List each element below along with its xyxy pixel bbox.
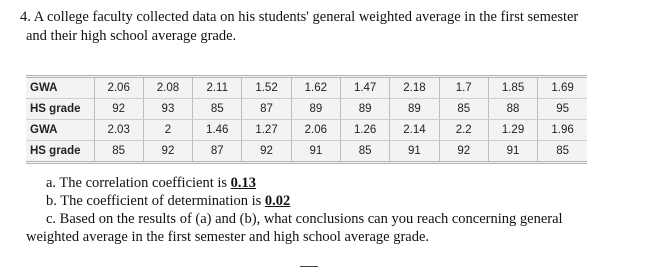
answer-b-value: 0.02 — [264, 193, 291, 209]
table-cell: 1.69 — [538, 78, 587, 99]
answer-a — [26, 174, 638, 192]
table-cell: 1.29 — [488, 120, 537, 141]
table-cell: 93 — [143, 99, 192, 120]
table-cell: 2.2 — [439, 120, 488, 141]
row-label: GWA — [26, 120, 94, 141]
table-cell: 92 — [242, 141, 291, 162]
table-cell: 89 — [340, 99, 389, 120]
table-cell: 92 — [143, 141, 192, 162]
divider-mark — [300, 266, 318, 267]
table-cell: 87 — [193, 141, 242, 162]
question-c-line2: weighted average in the first semester and high school average grade. — [26, 229, 430, 245]
table-cell: 2.11 — [193, 78, 242, 99]
table-cell: 85 — [439, 99, 488, 120]
table-cell: 89 — [390, 99, 439, 120]
problem-text-line1: A college faculty collected data on his students' general weighted average in the first semester — [33, 9, 579, 25]
answer-b-text: b. The coefficient of determination is — [46, 193, 265, 209]
table-row — [26, 99, 587, 120]
table-row — [26, 78, 587, 99]
table-cell: 2.14 — [390, 120, 439, 141]
table-cell: 1.27 — [242, 120, 291, 141]
table-cell: 91 — [390, 141, 439, 162]
table-cell: 1.46 — [193, 120, 242, 141]
problem-statement — [20, 8, 642, 46]
table-cell: 85 — [538, 141, 587, 162]
table-cell: 92 — [439, 141, 488, 162]
problem-number: 4. — [20, 9, 31, 25]
table-cell: 1.26 — [340, 120, 389, 141]
table-cell: 1.85 — [488, 78, 537, 99]
table-cell: 2.06 — [291, 120, 340, 141]
answers — [26, 174, 638, 246]
data-table — [26, 75, 587, 164]
table-cell: 91 — [488, 141, 537, 162]
table-row — [26, 120, 587, 141]
table-cell: 1.62 — [291, 78, 340, 99]
table-cell: 2.03 — [94, 120, 143, 141]
table-cell: 91 — [291, 141, 340, 162]
table-cell: 85 — [340, 141, 389, 162]
row-label: GWA — [26, 78, 94, 99]
table-cell: 2 — [143, 120, 192, 141]
table-cell: 1.7 — [439, 78, 488, 99]
table-cell: 88 — [488, 99, 537, 120]
row-label: HS grade — [30, 145, 81, 157]
table-cell: 87 — [242, 99, 291, 120]
table-cell: 85 — [94, 141, 143, 162]
question-c-line1: c. Based on the results of (a) and (b), what conclusions can you reach concerning general — [46, 211, 563, 227]
answer-a-value: 0.13 — [230, 175, 257, 191]
table-cell: 85 — [193, 99, 242, 120]
table-cell: 95 — [538, 99, 587, 120]
table-cell: 2.06 — [94, 78, 143, 99]
problem-text-line2: and their high school average grade. — [26, 28, 237, 44]
table-cell: 2.08 — [143, 78, 192, 99]
answer-b — [26, 192, 638, 210]
table-cell: 1.52 — [242, 78, 291, 99]
table-cell: 92 — [94, 99, 143, 120]
table-cell: 1.47 — [340, 78, 389, 99]
table-cell: 89 — [291, 99, 340, 120]
table-cell: 1.96 — [538, 120, 587, 141]
table-row — [26, 141, 587, 162]
answer-a-text: a. The correlation coefficient is — [46, 175, 231, 191]
row-label: HS grade — [26, 99, 94, 120]
table-cell: 2.18 — [390, 78, 439, 99]
